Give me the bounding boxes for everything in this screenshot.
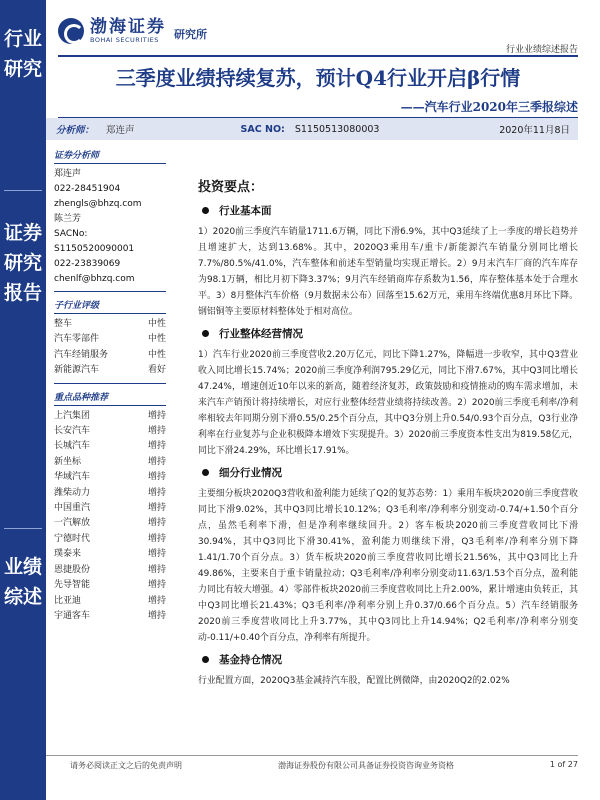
stock-picks-list bbox=[54, 409, 166, 625]
stock-row bbox=[54, 547, 166, 562]
stock-name: 长安汽车 bbox=[54, 426, 91, 437]
divider bbox=[54, 383, 166, 384]
sac-label: SAC NO: bbox=[240, 123, 285, 135]
stock-row bbox=[54, 609, 166, 624]
stock-row bbox=[54, 563, 166, 578]
main-content bbox=[198, 176, 578, 689]
stock-rating: 增持 bbox=[147, 564, 166, 575]
rating-row bbox=[54, 363, 166, 378]
analyst-contacts bbox=[54, 167, 166, 287]
bullet-icon bbox=[202, 656, 209, 663]
stock-rating: 增持 bbox=[147, 456, 166, 467]
stock-row bbox=[54, 594, 166, 609]
info-bar bbox=[46, 118, 578, 140]
stock-name: 潍柴动力 bbox=[54, 487, 91, 498]
stock-row bbox=[54, 516, 166, 531]
rating-name: 整车 bbox=[54, 319, 73, 329]
stock-row bbox=[54, 439, 166, 454]
stock-name: 上汽集团 bbox=[54, 410, 91, 421]
company-logo bbox=[58, 14, 207, 48]
bullet-icon bbox=[202, 330, 209, 337]
sub-ratings-heading: 子行业评级 bbox=[54, 298, 166, 314]
analysts-heading: 证券分析师 bbox=[54, 148, 166, 164]
section-paragraph: 1）2020前三季度汽车销量1711.6万辆，同比下滑6.9%，其中Q3延续了上一季度的增长趋势并且增速扩大，达到13.68%。其中，2020Q3乘用车/重卡/新能源汽车销量分别同比增长7.7%/80.5%/41.0%，汽车整体和前述车型销量均实现正增长。2）9月末汽车厂商的汽车库存为98.1万辆，相比月初下降3.37%；9月汽车经销商库存系数为1.56，库存整体基本处于合理水平。3）8月整体汽车价格（9月数据未公布）回落至15.62万元，乘用车终端优惠8月环比下降。钢铝铜等主要原材料整体处于相对高位。 bbox=[198, 227, 578, 317]
section-paragraph: 主要细分板块2020Q3营收和盈利能力延续了Q2的复苏态势：1）乘用车板块2020前三季度营收同比下滑9.02%，其中Q3同比增长10.12%；Q3毛利率/净利率分别变动-0.74/+1.50个百分点，虽然毛利率下滑，但是净利率继续回升。2）客车板块2020前三季度营收同比下滑30.94%，其中Q3同比下滑30.41%，盈利能力则继续下滑，Q3毛利率/净利率分别下降1.41/1.70个百分点。3）货车板块2020前三季度营收同比增长21.56%，其中Q3同比上升49.86%，主要来自于重卡销量拉动；Q3毛利率/净利率分别变动11.63/1.53个百分点，盈利能力同比有较大增强。4）零部件板块2020前三季度营收同比上升2.00%，累计增速由负转正，其中Q3同比增长21.43%；Q3毛利率/净利率分别上升0.37/0.66个百分点。5）汽车经销服务2020前三季度营收同比上升3.77%，其中Q3同比上升14.94%；Q2毛利率/净利率分别变动-0.11/+0.40个百分点，净利率有所提升。 bbox=[198, 489, 578, 643]
rating-row bbox=[54, 332, 166, 347]
divider bbox=[54, 291, 166, 292]
header-rule bbox=[58, 55, 578, 57]
bullet-icon bbox=[202, 207, 209, 214]
section-heading bbox=[198, 465, 578, 480]
report-title: 三季度业绩持续复苏，预计Q4行业开启β行情 bbox=[115, 66, 521, 90]
stock-rating: 增持 bbox=[147, 518, 166, 529]
section-paragraph: 行业配置方面，2020Q3基金减持汽车股，配置比例微降，由2020Q2的2.02% bbox=[198, 676, 510, 686]
section-title: 基金持仓情况 bbox=[219, 654, 282, 666]
stock-rating: 增持 bbox=[147, 533, 166, 544]
stock-row bbox=[54, 470, 166, 485]
side-divider bbox=[4, 190, 42, 191]
analyst-email-link[interactable]: zhengls@bhzq.com bbox=[54, 199, 142, 209]
side-label-text: 行业研究 bbox=[3, 28, 42, 80]
stock-row bbox=[54, 501, 166, 516]
logo-en: BOHAI SECURITIES bbox=[90, 36, 159, 44]
stock-name: 一汽解放 bbox=[54, 518, 91, 529]
rating-name: 汽车经销服务 bbox=[54, 349, 109, 360]
analyst-line: 022-23839069 bbox=[54, 259, 121, 269]
side-label-text: 业绩综述 bbox=[3, 556, 42, 608]
footer-company: 渤海证券股份有限公司具备证券投资咨询业务资格 bbox=[277, 761, 454, 770]
rating-name: 新能源汽车 bbox=[54, 365, 100, 376]
rating-value: 中性 bbox=[147, 334, 166, 345]
section-heading bbox=[198, 203, 578, 218]
stock-name: 比亚迪 bbox=[54, 595, 82, 606]
stock-row bbox=[54, 578, 166, 593]
stock-row bbox=[54, 486, 166, 501]
page-number: 1 of 27 bbox=[549, 760, 578, 769]
sac-number: S1150513080003 bbox=[294, 123, 380, 135]
stock-rating: 增持 bbox=[147, 610, 166, 621]
analyst-line: 陈兰芳 bbox=[54, 214, 82, 224]
footer-rule bbox=[46, 755, 578, 756]
stock-rating: 增持 bbox=[147, 503, 166, 514]
stock-name: 璞泰来 bbox=[54, 549, 82, 560]
side-divider bbox=[4, 528, 42, 529]
side-label-securities-report bbox=[0, 218, 46, 308]
section-title: 行业基本面 bbox=[219, 205, 272, 217]
side-label-industry-research bbox=[0, 24, 46, 84]
stock-rating: 增持 bbox=[147, 549, 166, 560]
sub-ratings-list bbox=[54, 317, 166, 379]
report-subtitle: ——汽车行业2020年三季报综述 bbox=[400, 100, 578, 114]
stock-name: 华域汽车 bbox=[54, 472, 91, 483]
investment-highlights-heading: 投资要点： bbox=[198, 180, 264, 195]
logo-icon bbox=[58, 18, 84, 44]
rating-value: 看好 bbox=[147, 365, 166, 376]
stock-row bbox=[54, 409, 166, 424]
section-title: 行业整体经营情况 bbox=[219, 328, 303, 340]
bullet-icon bbox=[202, 469, 209, 476]
rating-row bbox=[54, 317, 166, 332]
section-title: 细分行业情况 bbox=[219, 467, 282, 479]
stock-name: 中国重汽 bbox=[54, 503, 91, 514]
analyst-name: 郑连声 bbox=[106, 125, 135, 136]
sidebar-info bbox=[54, 148, 166, 624]
stock-name: 恩捷股份 bbox=[54, 564, 91, 575]
analyst-label: 分析师： bbox=[56, 125, 95, 136]
stock-name: 先导智能 bbox=[54, 580, 91, 591]
stock-rating: 增持 bbox=[147, 580, 166, 591]
stock-name: 长城汽车 bbox=[54, 441, 91, 452]
analyst-line: SACNo: S1150520090001 bbox=[54, 229, 135, 254]
side-label-text: 证券研究报告 bbox=[3, 222, 42, 304]
stock-picks-heading: 重点品种推荐 bbox=[54, 390, 166, 406]
stock-row bbox=[54, 532, 166, 547]
analyst-email-link[interactable]: chenlf@bhzq.com bbox=[54, 274, 135, 284]
stock-rating: 增持 bbox=[147, 472, 166, 483]
analyst-line: 郑连声 bbox=[54, 169, 82, 179]
logo-cn: 渤海证券 bbox=[90, 17, 166, 37]
side-label-earnings-review bbox=[0, 552, 46, 612]
rating-value: 中性 bbox=[147, 319, 166, 329]
stock-name: 宇通客车 bbox=[54, 610, 91, 621]
page-footer bbox=[70, 760, 578, 771]
side-band bbox=[0, 0, 46, 800]
stock-rating: 增持 bbox=[147, 487, 166, 498]
analyst-line: 022-28451904 bbox=[54, 184, 121, 194]
rating-row bbox=[54, 348, 166, 363]
report-type: 行业业绩综述报告 bbox=[505, 45, 578, 55]
stock-row bbox=[54, 455, 166, 470]
section-paragraph: 1）汽车行业2020前三季度营收2.20万亿元，同比下降1.27%，降幅进一步收窄，其中Q3营业收入同比增长15.74%；2020前三季度净利润795.29亿元，同比下滑7.67%，其中Q3同比增长47.24%，增速创近10年以来的新高，随着经济复苏，政策鼓励和疫情推动的购车需求增加，未来汽车产销预计将持续增长，对应行业整体经营业绩将持续改善。2）2020前三季度毛利率/净利率相较去年同期分别下滑0.55/0.25个百分点，其中Q3分别上升0.54/0.93个百分点，Q3行业净利率在行业复苏与企业积极降本增效下实现提升。3）2020前三季度资本性支出为819.58亿元，同比下滑24.29%，环比增长17.91%。 bbox=[198, 350, 578, 456]
stock-row bbox=[54, 424, 166, 439]
stock-rating: 增持 bbox=[147, 441, 166, 452]
stock-rating: 增持 bbox=[147, 426, 166, 437]
stock-rating: 增持 bbox=[147, 410, 166, 421]
stock-name: 新坐标 bbox=[54, 456, 82, 467]
section-heading bbox=[198, 652, 578, 667]
footer-disclaimer: 请务必阅读正文之后的免责声明 bbox=[70, 761, 182, 770]
section-heading bbox=[198, 326, 578, 341]
institute-label: 研究所 bbox=[174, 28, 207, 41]
rating-name: 汽车零部件 bbox=[54, 334, 100, 345]
stock-name: 宁德时代 bbox=[54, 533, 91, 544]
rating-value: 中性 bbox=[147, 349, 166, 360]
report-date: 2020年11月8日 bbox=[499, 125, 570, 136]
stock-rating: 增持 bbox=[147, 595, 166, 606]
